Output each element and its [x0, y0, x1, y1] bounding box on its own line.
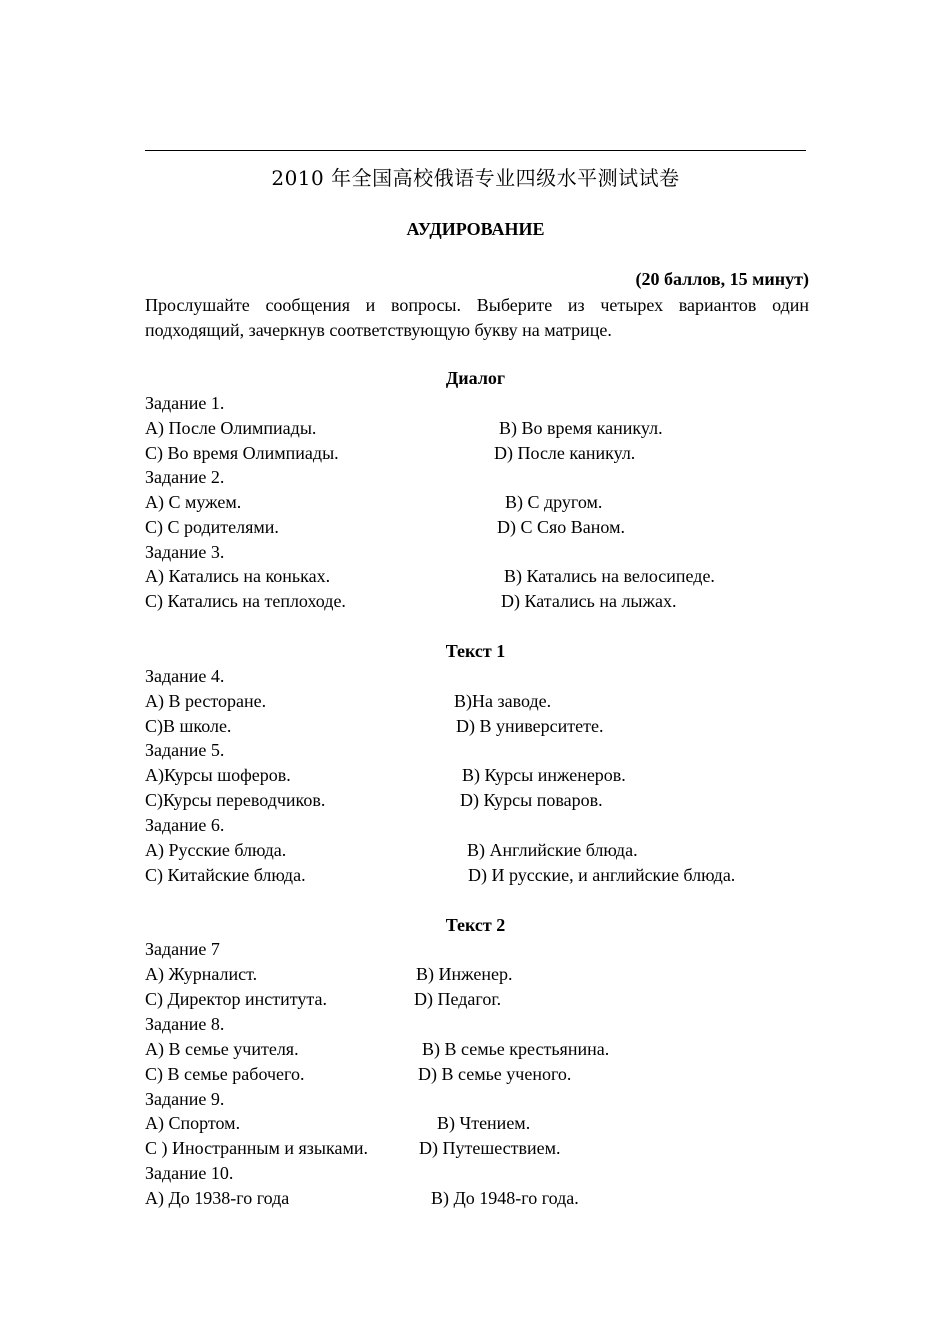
option-d: D) Катались на лыжах.	[501, 591, 677, 611]
option-c: С)В школе.	[145, 716, 232, 736]
option-c: С) В семье рабочего.	[145, 1064, 305, 1084]
page-title: 2010 年全国高校俄语专业四级水平测试试卷	[271, 166, 680, 190]
option-a: А) Русские блюда.	[145, 840, 287, 860]
instruction-text: Прослушайте сообщения и вопросы. Выберите из четырех вариантов один подходящий, зачеркнув соответствующую букву на матрице.	[145, 295, 809, 340]
task-label: Задание 4.	[145, 666, 225, 686]
option-c: С)Курсы переводчиков.	[145, 790, 326, 810]
option-b: В) Чтением.	[437, 1113, 531, 1133]
task-label: Задание 8.	[145, 1014, 225, 1034]
task-label: Задание 6.	[145, 815, 225, 835]
task-label: Задание 3.	[145, 542, 225, 562]
option-d: D) Курсы поваров.	[460, 790, 603, 810]
task-label: Задание 10.	[145, 1163, 234, 1183]
task-label: Задание 5.	[145, 740, 225, 760]
option-c: С) Катались на теплоходе.	[145, 591, 346, 611]
option-b: В) До 1948-го года.	[431, 1188, 579, 1208]
option-a: А) С мужем.	[145, 492, 242, 512]
option-d: D) В семье ученого.	[418, 1064, 572, 1084]
option-a: А) Спортом.	[145, 1113, 241, 1133]
option-b: В) С другом.	[505, 492, 603, 512]
task-label: Задание 2.	[145, 467, 225, 487]
option-d: D) Педагог.	[414, 989, 502, 1009]
option-a: А) Катались на коньках.	[145, 566, 331, 586]
task-label: Задание 7	[145, 939, 220, 959]
block-heading-text1: Текст 1	[445, 641, 506, 661]
option-c: С) Китайские блюда.	[145, 865, 306, 885]
option-d: D) После каникул.	[494, 443, 636, 463]
option-c: С ) Иностранным и языками.	[145, 1138, 368, 1158]
header-rule	[145, 150, 806, 151]
section-heading: АУДИРОВАНИЕ	[406, 219, 545, 239]
points-note: (20 баллов, 15 минут)	[635, 269, 809, 289]
option-b: В)На заводе.	[454, 691, 552, 711]
block-heading-dialog: Диалог	[445, 368, 506, 388]
option-b: В) Английские блюда.	[467, 840, 638, 860]
option-b: В) Инженер.	[416, 964, 513, 984]
option-a: А)Курсы шоферов.	[145, 765, 291, 785]
option-a: А) В семье учителя.	[145, 1039, 299, 1059]
block-heading-text2: Текст 2	[445, 915, 506, 935]
option-a: А) До 1938-го года	[145, 1188, 290, 1208]
option-a: А) После Олимпиады.	[145, 418, 317, 438]
option-d: D) С Сяо Ваном.	[497, 517, 625, 537]
task-label: Задание 1.	[145, 393, 225, 413]
option-d: D) Путешествием.	[419, 1138, 561, 1158]
option-b: В) Катались на велосипеде.	[504, 566, 715, 586]
option-d: D) И русские, и английские блюда.	[468, 865, 736, 885]
option-b: В) Курсы инженеров.	[462, 765, 626, 785]
option-d: D) В университете.	[456, 716, 604, 736]
option-a: А) В ресторане.	[145, 691, 267, 711]
option-c: С) С родителями.	[145, 517, 279, 537]
option-b: В) Во время каникул.	[499, 418, 663, 438]
option-b: В) В семье крестьянина.	[422, 1039, 610, 1059]
option-a: А) Журналист.	[145, 964, 258, 984]
option-c: С) Во время Олимпиады.	[145, 443, 339, 463]
task-label: Задание 9.	[145, 1089, 225, 1109]
option-c: С) Директор института.	[145, 989, 327, 1009]
